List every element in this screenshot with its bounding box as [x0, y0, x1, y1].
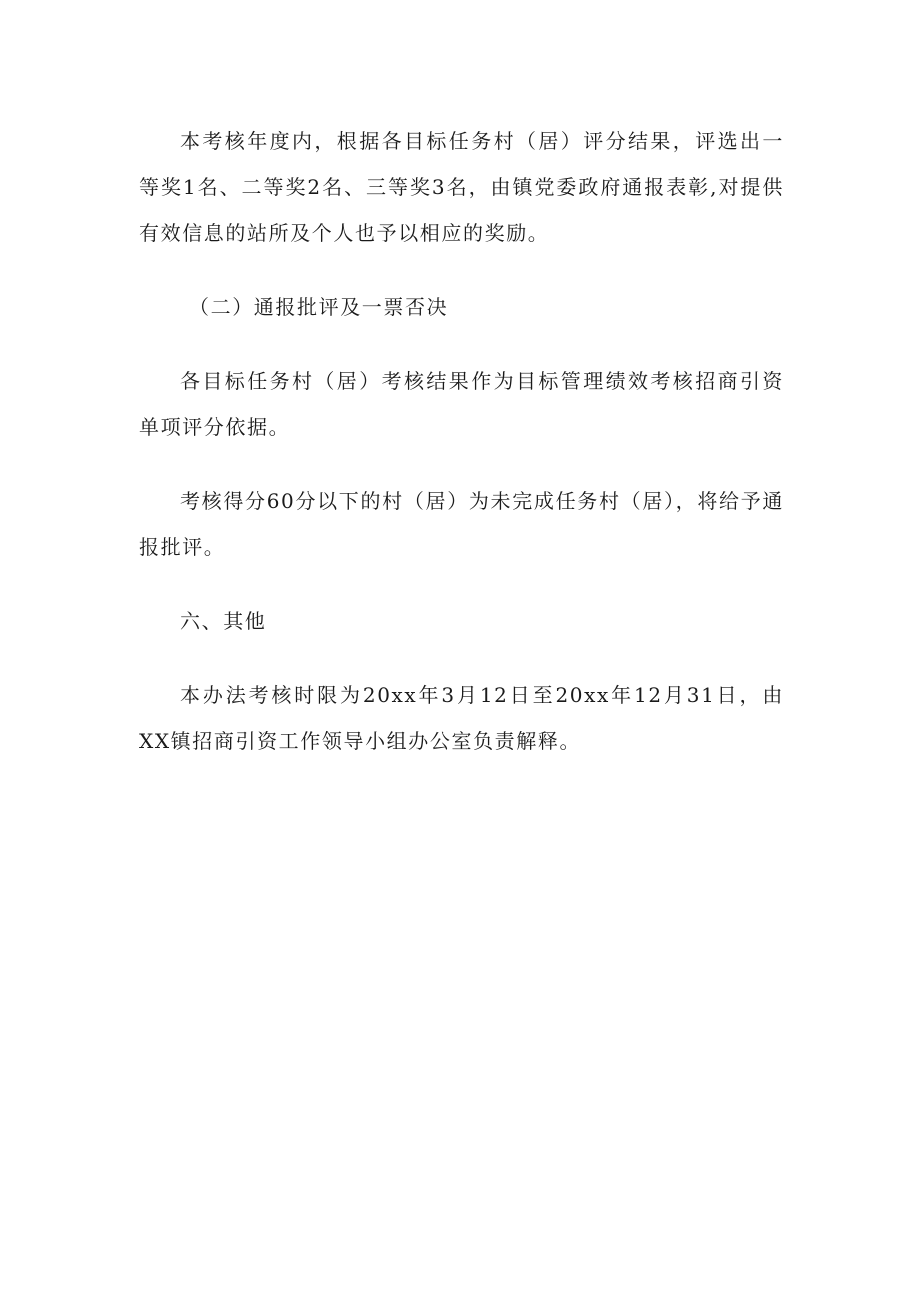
section-subheading-criticism: （二）通报批评及一票否决	[189, 295, 449, 319]
document-body	[139, 118, 784, 764]
paragraph-score-threshold: 考核得分60分以下的村（居）为未完成任务村（居），将给予通报批评。	[139, 489, 784, 559]
section-heading-other: 六、其他	[180, 609, 267, 633]
paragraph-awards: 本考核年度内，根据各目标任务村（居）评分结果，评选出一等奖1名、二等奖2名、三等奖3名，由镇党委政府通报表彰,对提供有效信息的站所及个人也予以相应的奖励。	[139, 129, 784, 245]
paragraph-assessment-basis: 各目标任务村（居）考核结果作为目标管理绩效考核招商引资单项评分依据。	[139, 369, 784, 439]
paragraph-time-limit: 本办法考核时限为20xx年3月12日至20xx年12月31日，由XX镇招商引资工作领导小组办公室负责解释。	[139, 683, 784, 753]
